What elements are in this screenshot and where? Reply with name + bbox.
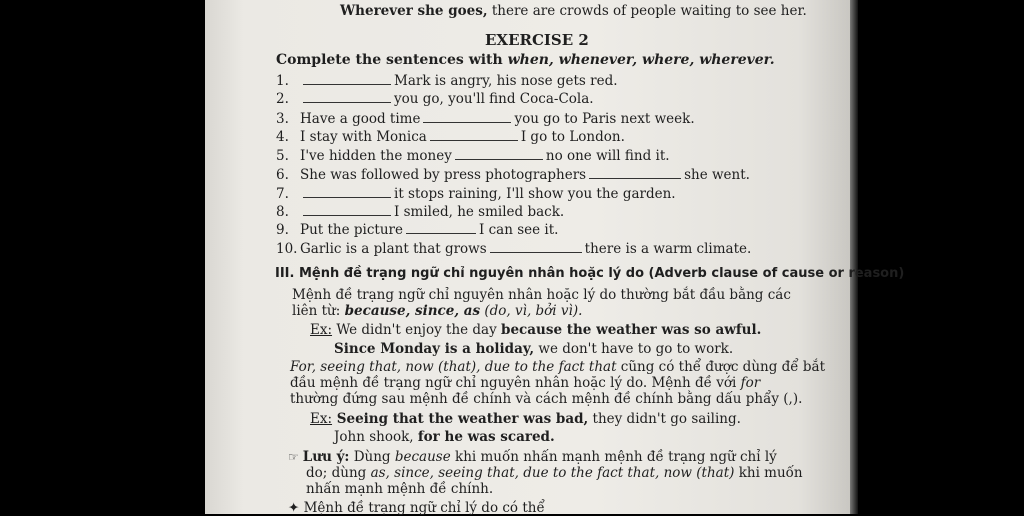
instruction-text: Complete the sentences with	[276, 52, 508, 68]
answer-blank[interactable]	[423, 110, 511, 123]
item-text-before: Have a good time	[300, 111, 421, 127]
note-because: because	[394, 449, 451, 465]
top-sentence-bold: Wherever she goes,	[340, 3, 488, 19]
answer-blank[interactable]	[455, 147, 543, 160]
example-2	[334, 341, 733, 357]
exercise-item	[276, 240, 751, 257]
ex-label: Ex:	[310, 322, 333, 338]
top-sentence-rest: there are crowds of people waiting to see her.	[487, 3, 807, 19]
exercise-title: EXERCISE 2	[485, 31, 589, 49]
exercise-item	[276, 90, 594, 107]
item-text-after: there is a warm climate.	[584, 241, 752, 257]
exercise-item	[276, 221, 558, 238]
p1-conjunctions: because, since, as	[344, 303, 481, 319]
exercise-item	[276, 203, 564, 220]
answer-blank[interactable]	[490, 240, 582, 253]
paragraph-2-line-3: thường đứng sau mệnh đề chính và cách mệnh đề chính bằng dấu phẩy (,).	[290, 391, 803, 407]
example-3	[310, 411, 741, 427]
ex1-text: We didn't enjoy the day	[332, 322, 502, 338]
item-number: 8.	[276, 204, 289, 220]
item-number: 3.	[276, 111, 289, 127]
pointing-hand-icon: ☞	[288, 450, 299, 464]
item-number: 4.	[276, 129, 289, 145]
section-heading: III. Mệnh đề trạng ngữ chỉ nguyên nhân hoặc lý do (Adverb clause of cause or reason)	[275, 266, 905, 281]
exercise-item	[276, 166, 750, 183]
item-text-before: She was followed by press photographers	[300, 167, 587, 183]
item-text-before: Garlic is a plant that grows	[300, 241, 487, 257]
item-text-after: no one will find it.	[545, 148, 670, 164]
ex2-text: we don't have to go to work.	[534, 341, 734, 357]
p1-text: liên từ:	[292, 303, 345, 319]
item-text-before: Put the picture	[300, 222, 403, 238]
p2-for: for	[740, 375, 761, 391]
answer-blank[interactable]	[430, 128, 518, 141]
p2-text-2: đầu mệnh đề trạng ngữ chỉ nguyên nhân hoặc lý do. Mệnh đề với	[290, 375, 741, 391]
ex3-text: they didn't go sailing.	[588, 411, 741, 427]
exercise-item	[276, 147, 670, 164]
ex-label: Ex:	[310, 411, 333, 427]
item-text-after: I can see it.	[478, 222, 559, 238]
item-text-after: she went.	[684, 167, 750, 183]
item-number: 6.	[276, 167, 289, 183]
item-number: 9.	[276, 222, 289, 238]
ex4-text: John shook,	[334, 429, 418, 445]
note-text-4: khi muốn	[734, 465, 803, 481]
exercise-item	[276, 110, 695, 127]
example-1	[310, 322, 761, 338]
item-number: 1.	[276, 73, 289, 89]
page-edge-shadow	[850, 0, 858, 514]
p2-text: cũng có thể được dùng để bắt	[616, 359, 826, 375]
note-text-3: do; dùng	[306, 465, 371, 481]
example-4	[334, 429, 555, 445]
note-conjunctions: as, since, seeing that, due to the fact that, now (that)	[370, 465, 735, 481]
item-number: 7.	[276, 186, 289, 202]
ex1-bold: because the weather was so awful.	[501, 322, 762, 338]
item-text-after: I smiled, he smiled back.	[394, 204, 565, 220]
instruction-words: when, whenever, where, wherever.	[507, 52, 775, 68]
paragraph-1-line-2	[292, 303, 582, 319]
note-label: Lưu ý:	[302, 449, 350, 465]
exercise-item	[276, 72, 618, 89]
ex4-bold: for he was scared.	[417, 429, 555, 445]
answer-blank[interactable]	[589, 166, 681, 179]
note-line-3: nhấn mạnh mệnh đề chính.	[306, 481, 494, 497]
answer-blank[interactable]	[303, 72, 391, 85]
exercise-instruction	[276, 52, 775, 68]
note-line-1	[288, 449, 777, 465]
item-text-after: you go to Paris next week.	[514, 111, 695, 127]
p1-translation: (do, vì, bởi vì).	[480, 303, 583, 319]
bottom-partial-line: ✦ Mệnh đề trạng ngữ chỉ lý do có thể	[288, 500, 545, 516]
item-text-before: I've hidden the money	[300, 148, 452, 164]
exercise-item	[276, 128, 625, 145]
answer-blank[interactable]	[406, 221, 476, 234]
answer-blank[interactable]	[303, 185, 391, 198]
item-number: 10.	[276, 241, 298, 257]
paragraph-2-line-1	[290, 359, 825, 375]
item-text-after: you go, you'll find Coca-Cola.	[394, 91, 594, 107]
paragraph-1-line-1: Mệnh đề trạng ngữ chỉ nguyên nhân hoặc lý do thường bắt đầu bằng các	[292, 287, 791, 303]
exercise-item	[276, 185, 676, 202]
item-number: 5.	[276, 148, 289, 164]
item-text-after: I go to London.	[520, 129, 625, 145]
item-text-after: Mark is angry, his nose gets red.	[394, 73, 618, 89]
top-example-sentence	[340, 3, 807, 19]
note-line-2	[306, 465, 803, 481]
item-text-before: I stay with Monica	[300, 129, 427, 145]
note-text-2: khi muốn nhấn mạnh mệnh đề trạng ngữ chỉ lý	[450, 449, 777, 465]
item-number: 2.	[276, 91, 289, 107]
p2-conjunctions: For, seeing that, now (that), due to the fact that	[290, 359, 617, 375]
ex3-bold: Seeing that the weather was bad,	[332, 411, 589, 427]
note-text: Dùng	[349, 449, 395, 465]
paragraph-2-line-2	[290, 375, 760, 391]
answer-blank[interactable]	[303, 90, 391, 103]
answer-blank[interactable]	[303, 203, 391, 216]
ex2-bold: Since Monday is a holiday,	[334, 341, 535, 357]
item-text-after: it stops raining, I'll show you the garden.	[394, 186, 676, 202]
